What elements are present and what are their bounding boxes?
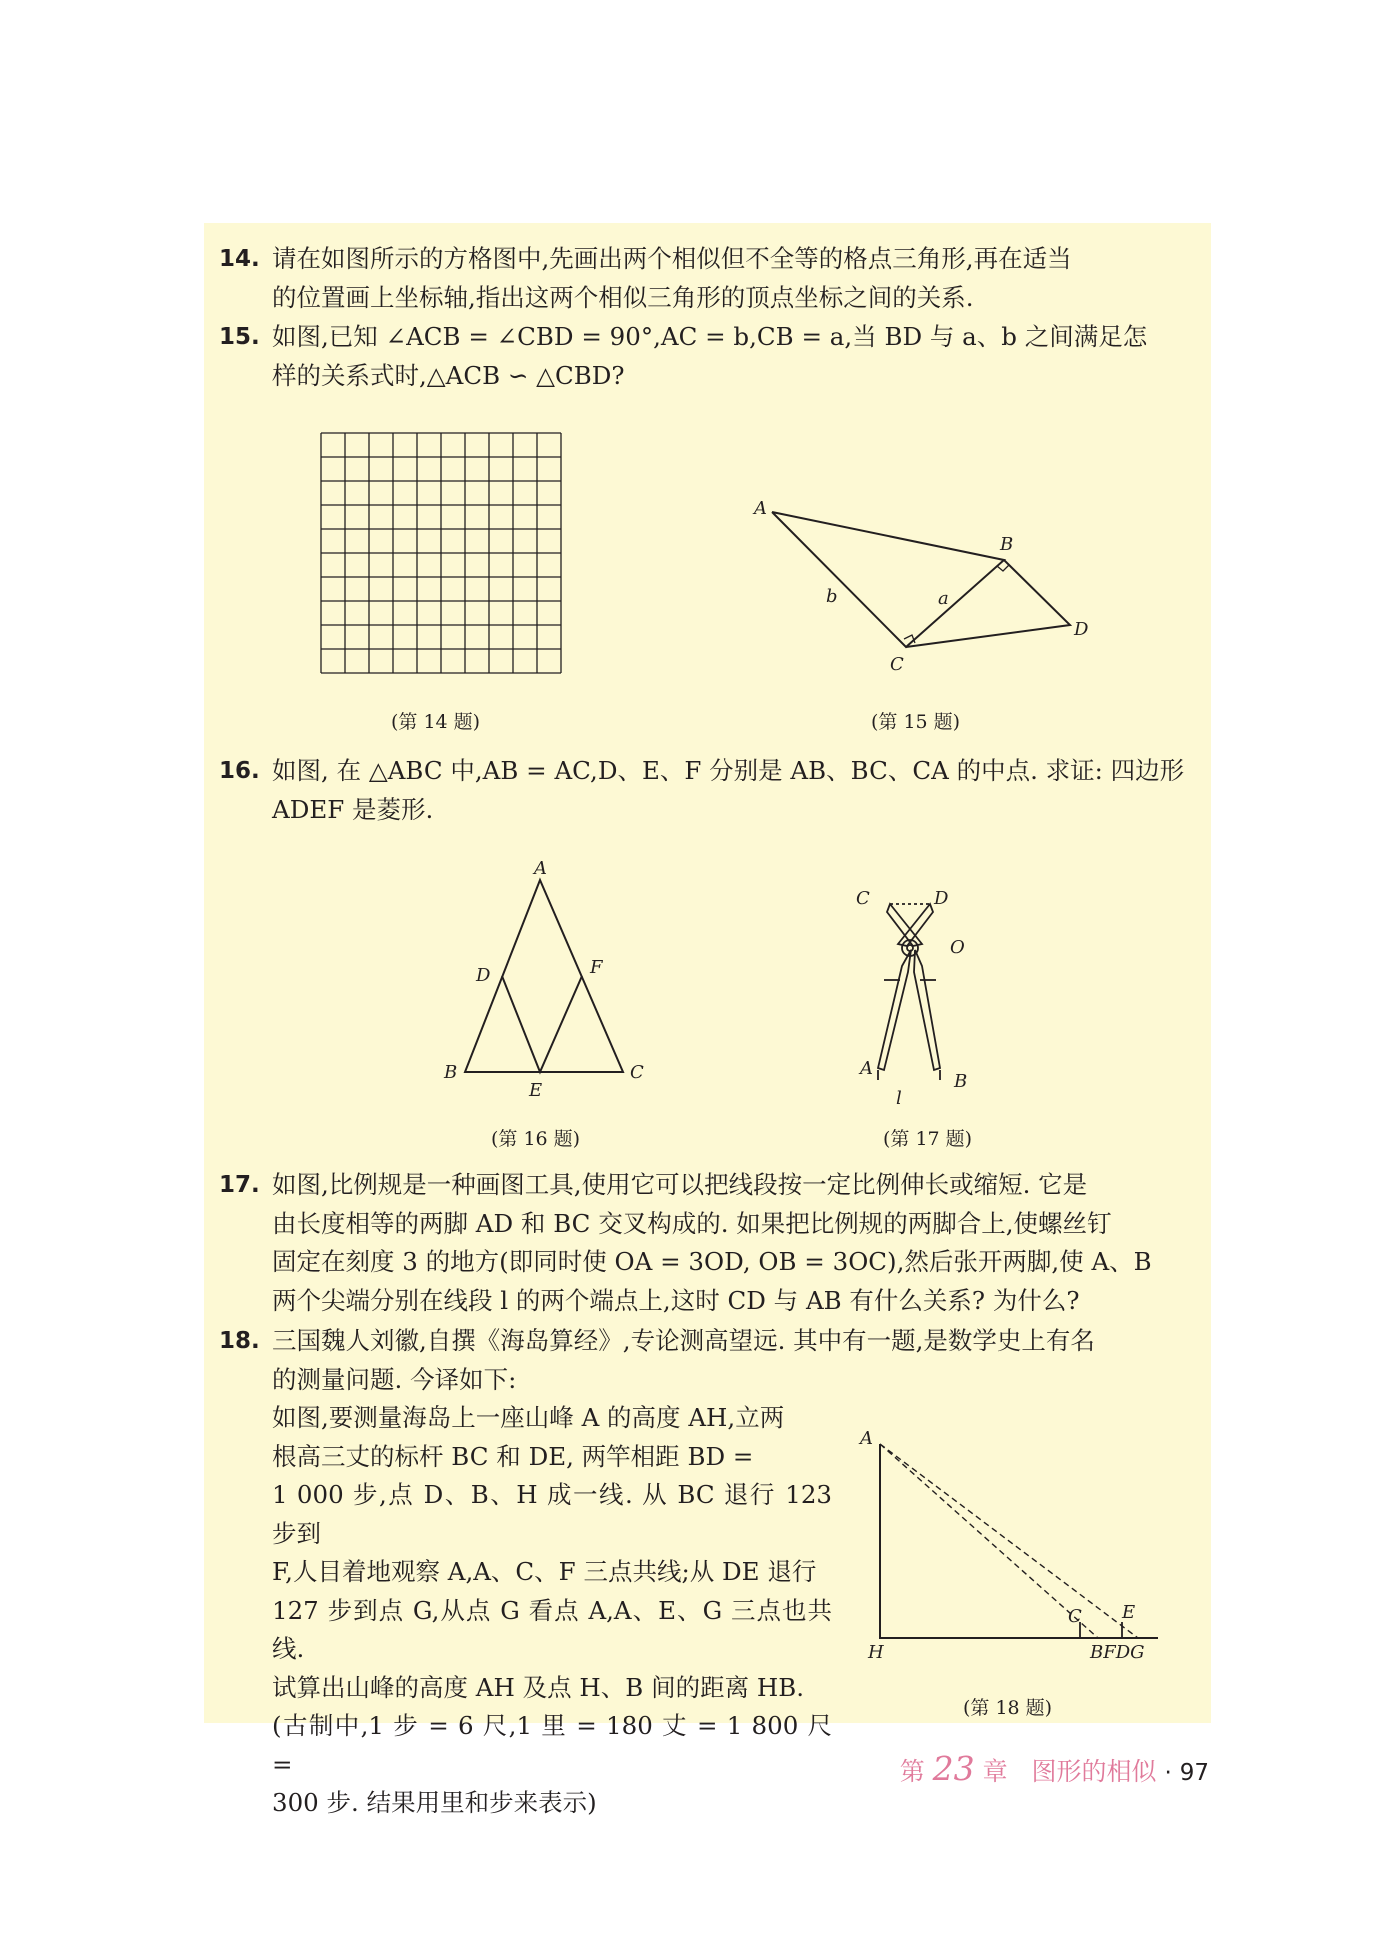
figure-15-caption: (第 15 题) bbox=[871, 711, 961, 733]
label-C: C bbox=[856, 888, 870, 909]
label-C: C bbox=[1068, 1606, 1082, 1627]
problem-text-line: 的位置画上坐标轴,指出这两个相似三角形的顶点坐标之间的关系. bbox=[272, 282, 974, 312]
figure-17-caption: (第 17 题) bbox=[883, 1128, 973, 1150]
problem-text-line: 三国魏人刘徽,自撰《海岛算经》,专论测高望远. 其中有一题,是数学史上有名 bbox=[272, 1326, 1095, 1355]
problem-text-line: 请在如图所示的方格图中,先画出两个相似但不全等的格点三角形,再在适当 bbox=[272, 244, 1072, 273]
figure-18-caption: (第 18 题) bbox=[963, 1697, 1053, 1719]
problem-text-line: 的测量问题. 今译如下: bbox=[272, 1364, 517, 1394]
problem-number: 16. bbox=[219, 758, 260, 784]
problem-body-line: 127 步到点 G,从点 G 看点 A,A、E、G 三点也共线. bbox=[272, 1595, 832, 1663]
problem-body-line: 1 000 步,点 D、B、H 成一线. 从 BC 退行 123 步到 bbox=[272, 1480, 832, 1548]
label-D: D bbox=[934, 888, 949, 909]
problem-16 bbox=[219, 752, 1194, 829]
problem-body-line: 如图,要测量海岛上一座山峰 A 的高度 AH,立两 bbox=[272, 1403, 785, 1432]
problem-text-line: 由长度相等的两脚 AD 和 BC 交叉构成的. 如果把比例规的两脚合上,使螺丝钉 bbox=[272, 1208, 1112, 1238]
chapter-title: 图形的相似 bbox=[1031, 1757, 1157, 1786]
label-A: A bbox=[860, 1428, 873, 1449]
figure-17 bbox=[856, 880, 1020, 1110]
page-footer: 第 23 章 图形的相似 · 97 bbox=[899, 1749, 1209, 1788]
label-C: C bbox=[890, 654, 904, 675]
label-b: b bbox=[826, 586, 838, 607]
label-D: D bbox=[1074, 619, 1089, 640]
label-O: O bbox=[950, 937, 965, 958]
label-a: a bbox=[938, 588, 949, 609]
problem-text-line: 如图, 在 △ABC 中,AB = AC,D、E、F 分别是 AB、BC、CA 的中点. 求证: 四边形 bbox=[272, 756, 1185, 785]
problem-text-line: 两个尖端分别在线段 l 的两个端点上,这时 CD 与 AB 有什么关系? 为什么? bbox=[272, 1285, 1080, 1315]
label-BFDG: BFDG bbox=[1090, 1642, 1145, 1663]
problem-number: 14. bbox=[219, 246, 260, 272]
label-A: A bbox=[754, 498, 767, 519]
label-A: A bbox=[860, 1058, 873, 1079]
problem-text-line: 如图,比例规是一种画图工具,使用它可以把线段按一定比例伸长或缩短. 它是 bbox=[272, 1170, 1088, 1199]
figure-16 bbox=[430, 860, 650, 1100]
label-B: B bbox=[954, 1071, 968, 1092]
problem-body-line: 300 步. 结果用里和步来表示) bbox=[272, 1788, 597, 1817]
label-E: E bbox=[529, 1080, 543, 1101]
figure-16-caption: (第 16 题) bbox=[491, 1128, 581, 1150]
page-number: 97 bbox=[1179, 1760, 1209, 1786]
chapter-number: 23 bbox=[932, 1749, 975, 1788]
label-C: C bbox=[630, 1062, 644, 1083]
chapter-prefix: 第 bbox=[899, 1757, 925, 1786]
problem-text-line: 固定在刻度 3 的地方(即同时使 OA = 3OD, OB = 3OC),然后张开两脚,使 A、B bbox=[272, 1247, 1152, 1276]
label-l: l bbox=[896, 1088, 902, 1109]
label-B: B bbox=[1000, 534, 1014, 555]
problem-15 bbox=[219, 318, 1194, 395]
problem-body-line: F,人目着地观察 A,A、C、F 三点共线;从 DE 退行 bbox=[272, 1557, 817, 1586]
figure-15 bbox=[750, 500, 1090, 680]
problem-text-line: ADEF 是菱形. bbox=[272, 794, 434, 824]
label-D: D bbox=[476, 965, 491, 986]
figure-14-grid bbox=[321, 433, 561, 673]
chapter-suffix: 章 bbox=[982, 1757, 1008, 1786]
problem-text-line: 样的关系式时,△ACB ∽ △CBD? bbox=[272, 360, 625, 390]
problem-text-line: 如图,已知 ∠ACB = ∠CBD = 90°,AC = b,CB = a,当 BD 与 a、b 之间满足怎 bbox=[272, 322, 1148, 351]
problem-number: 17. bbox=[219, 1172, 260, 1198]
problem-number: 15. bbox=[219, 324, 260, 350]
problem-number: 18. bbox=[219, 1328, 260, 1354]
problem-17 bbox=[219, 1166, 1194, 1320]
label-E: E bbox=[1122, 1602, 1136, 1623]
label-H: H bbox=[868, 1642, 884, 1663]
problem-body-line: 试算出山峰的高度 AH 及点 H、B 间的距离 HB. bbox=[272, 1672, 805, 1702]
problem-body-line: 根高三丈的标杆 BC 和 DE, 两竿相距 BD = bbox=[272, 1441, 754, 1471]
label-F: F bbox=[590, 957, 603, 978]
problem-body-line: (古制中,1 步 = 6 尺,1 里 = 180 丈 = 1 800 尺 = bbox=[272, 1711, 832, 1779]
figure-18 bbox=[858, 1428, 1178, 1663]
figure-14-caption: (第 14 题) bbox=[391, 711, 481, 733]
problem-14 bbox=[219, 240, 1194, 317]
label-A: A bbox=[534, 858, 547, 879]
label-B: B bbox=[444, 1062, 458, 1083]
